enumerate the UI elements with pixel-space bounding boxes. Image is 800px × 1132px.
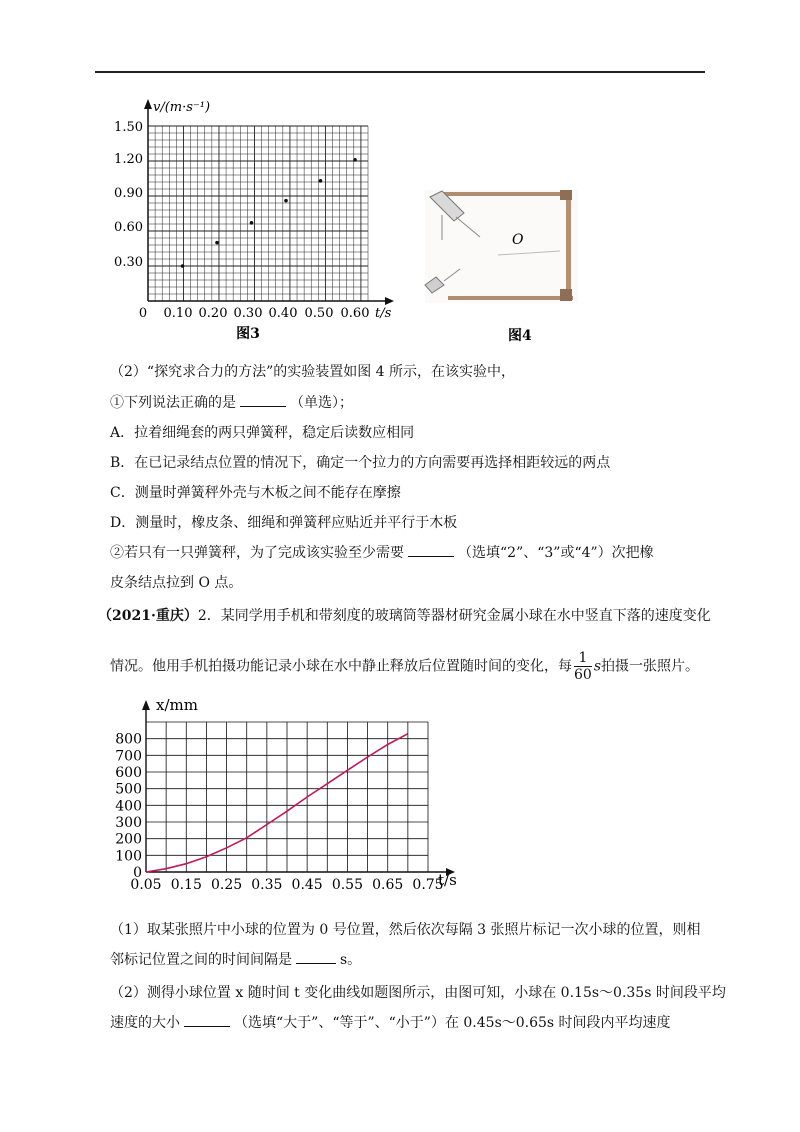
fig3-y-arrow [144, 99, 152, 109]
figure-3-vt-graph [105, 95, 405, 345]
xt-xtick-label: 0.45 [291, 877, 323, 893]
answer-blank[interactable] [296, 951, 336, 964]
figure-4-apparatus [420, 185, 590, 350]
fig3-ylabel: v/(m·s⁻¹) [153, 100, 211, 115]
clip-bottom-right [560, 289, 572, 301]
source-tag: （2021·重庆） [98, 608, 198, 624]
q1-line1: （1）取某张照片中小球的位置为 0 号位置，然后依次每隔 3 张照片标记一次小球的位置，则相 [110, 922, 701, 938]
xt-xtick-label: 0.65 [372, 877, 404, 893]
xt-ytick-label: 100 [115, 848, 142, 865]
xt-ytick-label: 500 [115, 781, 142, 798]
option-a: A．拉着细绳套的两只弹簧秤，稳定后读数应相同 [110, 425, 415, 441]
xt-y-arrow [142, 700, 150, 710]
answer-blank[interactable] [184, 1014, 230, 1027]
fig3-data-point [284, 199, 288, 203]
fig4-caption: 图4 [508, 328, 532, 344]
fig3-xtick: 0.60 [340, 306, 370, 321]
fig3-ytick: 0.30 [114, 255, 143, 270]
fig3-xtick: 0 [138, 306, 148, 321]
fig3-xtick: 0.20 [198, 306, 228, 321]
xt-ytick-label: 700 [115, 748, 142, 765]
board-right-edge [566, 192, 571, 300]
xt-xtick-label: 0.15 [170, 877, 202, 893]
xt-ytick-label: 600 [115, 765, 142, 781]
problem-2-line2: 情况。他用手机拍摄功能记录小球在水中静止释放后位置随时间的变化，每 $\frac{1}{60}$ s拍摄一张照片。 [110, 650, 700, 683]
q2-sub1: ①下列说法正确的是 （单选）； [110, 395, 353, 411]
answer-blank[interactable] [240, 394, 286, 407]
answer-blank[interactable] [408, 544, 454, 557]
fig3-caption: 图3 [236, 326, 260, 342]
point-o-label: O [512, 232, 524, 248]
fig3-ytick: 1.20 [114, 152, 143, 167]
q2-line2: 速度的大小 （选填“大于”、“等于”、“小于”）在 0.45s～0.65s 时间段内平均速度 [110, 1015, 671, 1031]
fig3-xlabel: t/s [375, 306, 392, 321]
header-rule [95, 71, 705, 73]
xt-xtick-label: 0.75 [412, 877, 444, 893]
fig3-ytick: 0.90 [114, 186, 143, 201]
fig3-data-point [319, 179, 323, 183]
clip-top-right [560, 190, 572, 200]
xt-ytick-label: 800 [115, 731, 142, 748]
fig3-data-point [353, 158, 357, 162]
xt-curve [146, 734, 408, 872]
fig3-xtick: 0.40 [268, 306, 298, 321]
xt-ylabel: x/mm [156, 696, 198, 714]
xt-chart [98, 692, 478, 898]
xt-xtick-label: 0.05 [130, 877, 162, 893]
fig3-xtick: 0.10 [163, 306, 193, 321]
xt-ytick-label: 0 [133, 865, 142, 881]
fig3-data-point [215, 241, 219, 245]
xt-xtick-label: 0.25 [210, 877, 243, 893]
option-b: B．在已记录结点位置的情况下，确定一个拉力的方向需要再选择相距较远的两点 [110, 455, 611, 471]
xt-ytick-label: 200 [115, 831, 142, 848]
problem-2-line1: （2021·重庆）2．某同学用手机和带刻度的玻璃筒等器材研究金属小球在水中竖直下落的速度变化 [98, 608, 711, 624]
q2-intro: （2）“探究求合力的方法”的实验装置如图 4 所示，在该实验中， [110, 364, 516, 380]
fig3-data-point [250, 221, 254, 225]
fig3-xtick: 0.30 [233, 306, 263, 321]
fig3-xtick: 0.50 [304, 306, 334, 321]
board-top-edge [442, 192, 570, 196]
xt-ytick-label: 400 [115, 798, 142, 815]
fig3-ytick: 1.50 [114, 120, 143, 135]
fig3-data-point [181, 264, 185, 268]
fraction-1-60: $\frac{1}{60}$ [574, 650, 592, 683]
q1-line2: 邻标记位置之间的时间间隔是 s。 [110, 952, 362, 968]
q2-sub2: ②若只有一只弹簧秤，为了完成该实验至少需要 （选填“2”、“3”或“4”）次把橡 [110, 545, 654, 561]
option-c: C．测量时弹簧秤外壳与木板之间不能存在摩擦 [110, 485, 401, 501]
xt-xtick-label: 0.55 [331, 877, 364, 893]
xt-ytick-label: 300 [115, 815, 142, 831]
xt-xtick-label: 0.35 [251, 877, 283, 893]
xt-xlabel: t/s [438, 871, 457, 889]
fig3-ytick: 0.60 [114, 220, 143, 235]
q2-sub2-cont: 皮条结点拉到 O 点。 [110, 575, 243, 591]
q2-line1: （2）测得小球位置 x 随时间 t 变化曲线如题图所示，由图可知，小球在 0.15s～0.35s 时间段平均 [110, 985, 726, 1001]
fig3-x-arrow [385, 297, 394, 305]
option-d: D．测量时，橡皮条、细绳和弹簧秤应贴近并平行于木板 [110, 515, 458, 531]
board-bottom-edge [448, 296, 573, 300]
